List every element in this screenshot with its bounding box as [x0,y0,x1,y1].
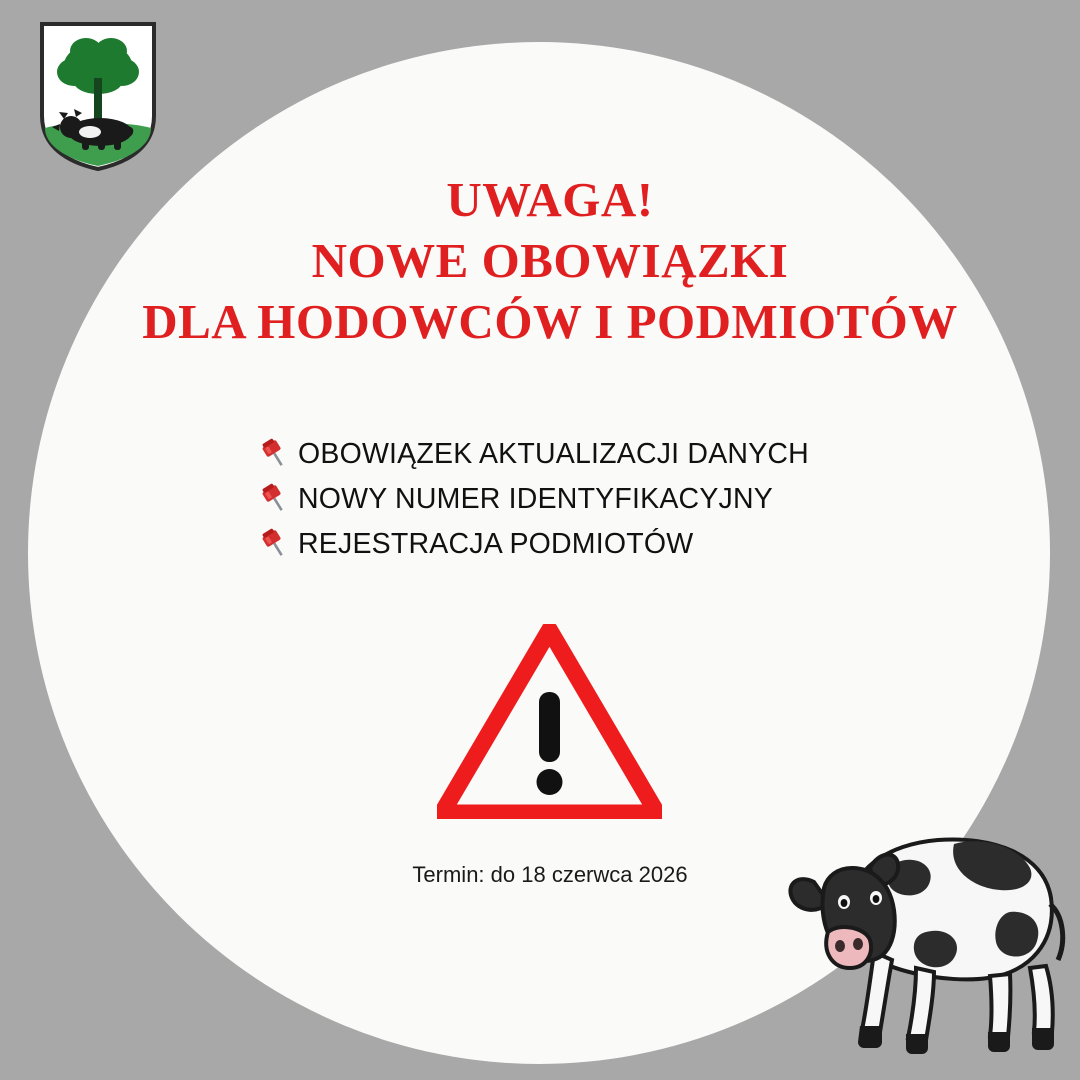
deadline-text: Termin: do 18 czerwca 2026 [412,862,688,887]
headline-line-1: UWAGA! [446,172,654,227]
pushpin-icon [258,527,292,561]
warning-triangle-icon [437,624,662,819]
coat-of-arms-icon [38,20,158,172]
obligations-list [258,437,958,572]
list-item [258,527,958,561]
pushpin-icon [258,437,292,471]
headline-line-2: NOWE OBOWIĄZKI [311,232,789,288]
page-title [120,170,980,352]
list-item-label: REJESTRACJA PODMIOTÓW [298,527,694,560]
list-item-label: NOWY NUMER IDENTYFIKACYJNY [298,482,773,515]
pushpin-icon [258,482,292,516]
list-item [258,437,958,471]
list-item [258,482,958,516]
cow-icon [778,792,1068,1062]
list-item-label: OBOWIĄZEK AKTUALIZACJI DANYCH [298,437,809,470]
headline-line-3: DLA HODOWCÓW I PODMIOTÓW [142,293,958,349]
